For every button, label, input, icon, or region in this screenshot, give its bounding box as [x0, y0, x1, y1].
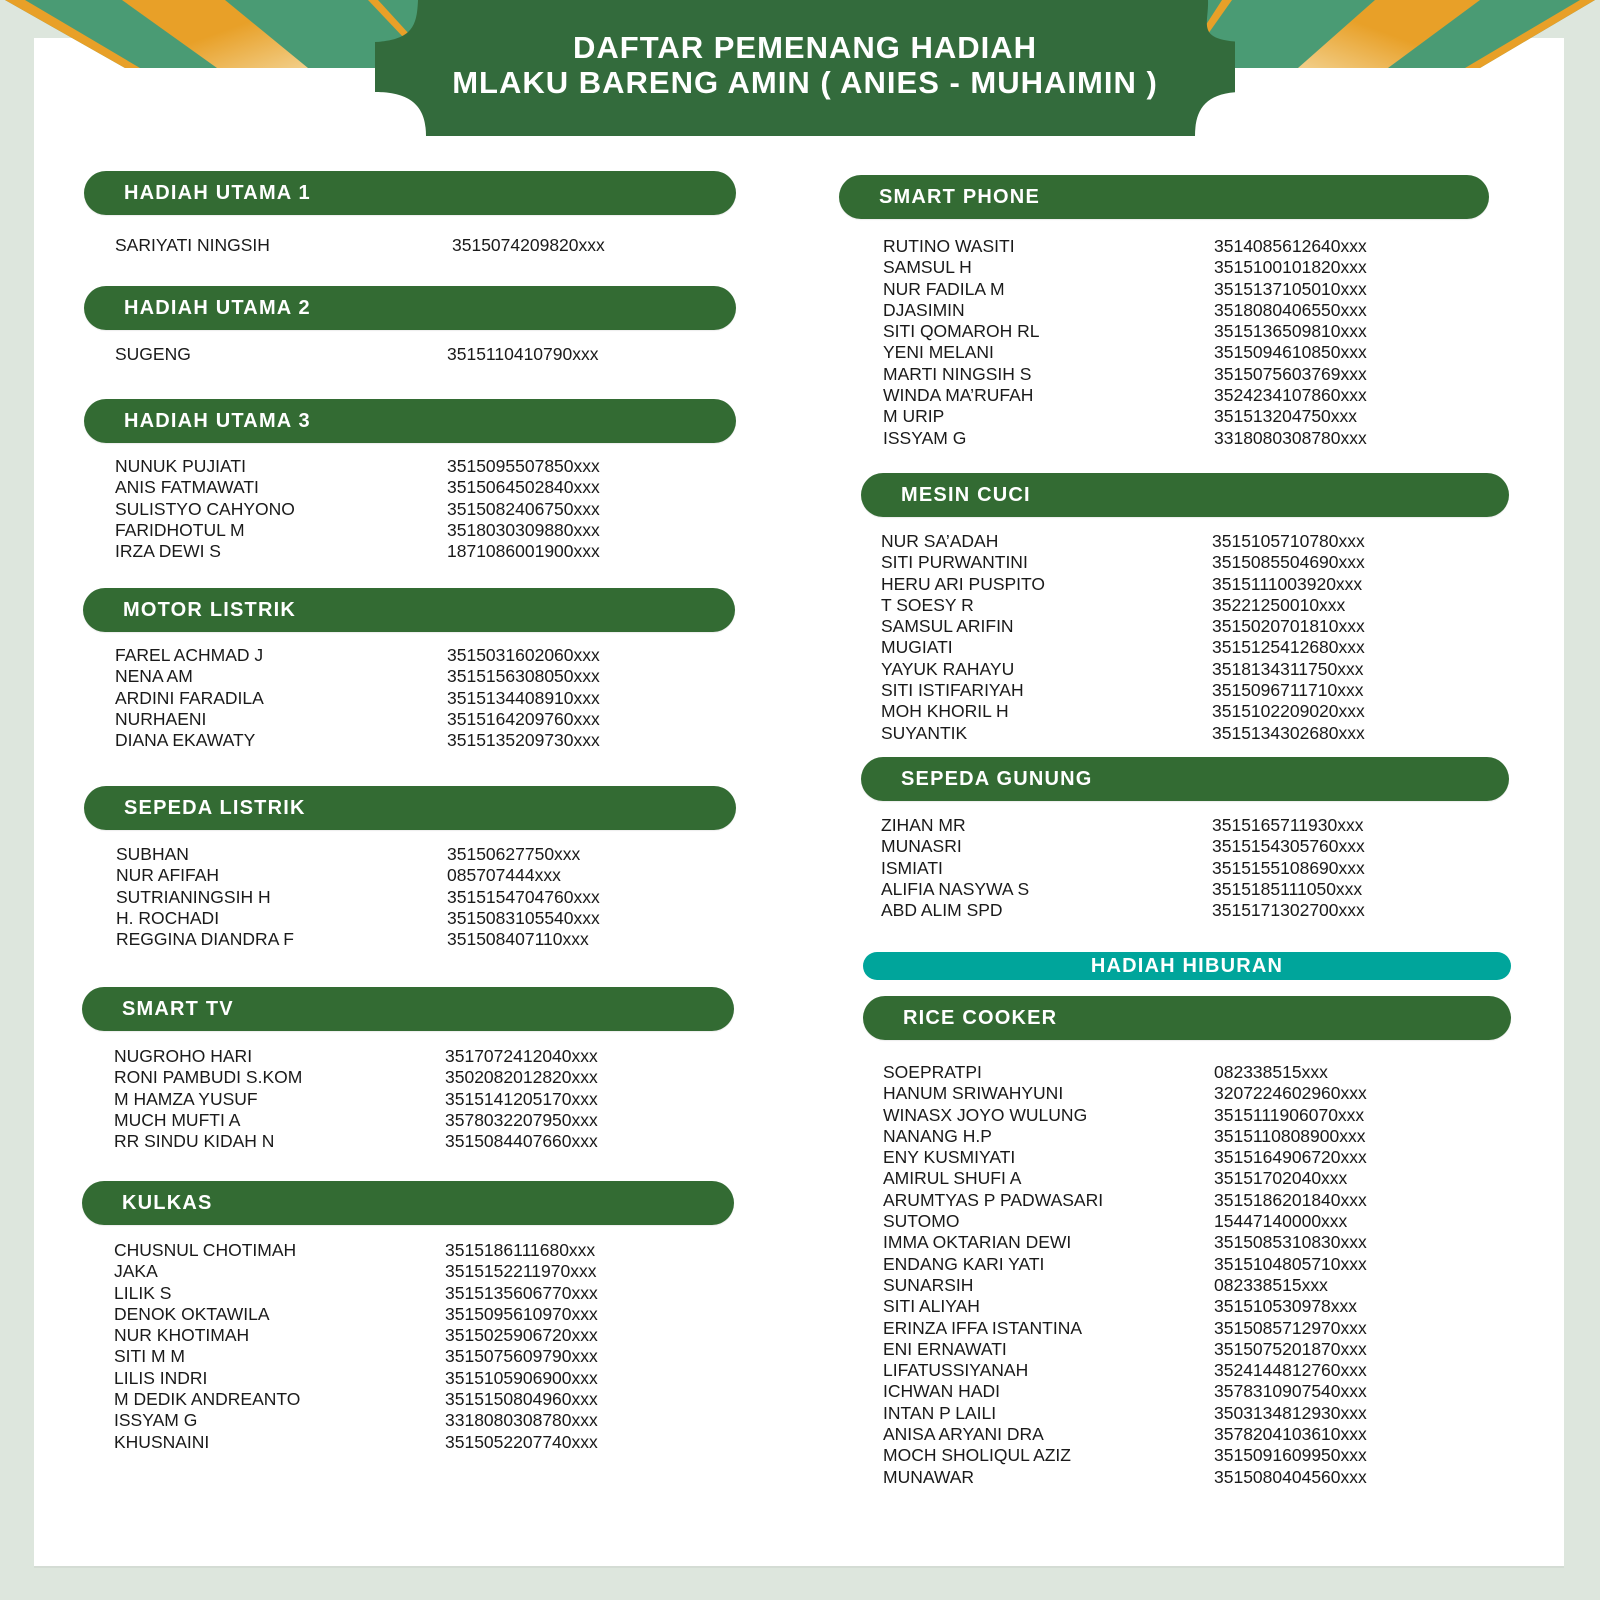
winner-row	[114, 1089, 714, 1110]
winner-row	[115, 520, 715, 541]
winner-nik: 3515091609950xxx	[1214, 1445, 1367, 1466]
winner-nik: 3515020701810xxx	[1212, 616, 1365, 637]
section-header-smart-tv: SMART TV	[82, 987, 734, 1031]
winner-nik: 3515105906900xxx	[445, 1367, 598, 1388]
winner-list-smart-tv	[114, 1046, 714, 1152]
winner-nik: 3515137105010xxx	[1214, 278, 1367, 299]
winner-nik: 35221250010xxx	[1212, 594, 1346, 615]
winner-nik: 082338515xxx	[1214, 1062, 1328, 1082]
winner-nik: 3515135209730xxx	[447, 730, 600, 751]
winner-row	[881, 637, 1481, 658]
winner-nik: 3515031602060xxx	[447, 645, 600, 665]
winner-name: RUTINO WASITI	[883, 236, 1015, 256]
winner-nik: 3515111906070xxx	[1214, 1104, 1365, 1125]
winner-name: MUNAWAR	[883, 1466, 975, 1487]
winner-name: SUNARSIH	[883, 1274, 974, 1295]
winner-nik: 3515085712970xxx	[1214, 1317, 1367, 1338]
winner-nik: 3503134812930xxx	[1214, 1402, 1367, 1423]
winner-name: CHUSNUL CHOTIMAH	[114, 1240, 297, 1260]
winner-row	[881, 680, 1481, 701]
winner-row	[114, 1110, 714, 1131]
winner-row	[115, 730, 715, 751]
winner-nik: 3515135606770xxx	[445, 1282, 598, 1303]
winner-name: KHUSNAINI	[114, 1431, 210, 1452]
winner-name: FARIDHOTUL M	[115, 519, 245, 540]
winner-name: IMMA OKTARIAN DEWI	[883, 1232, 1072, 1253]
winner-row	[114, 1067, 714, 1088]
winner-name: SAMSUL ARIFIN	[881, 616, 1014, 637]
winner-row	[115, 499, 715, 520]
winner-name: M URIP	[883, 406, 945, 427]
winner-nik: 3515084407660xxx	[445, 1131, 598, 1152]
winner-row	[881, 815, 1481, 836]
winner-name: JAKA	[114, 1261, 158, 1282]
winner-row	[883, 1381, 1483, 1402]
winner-row	[883, 279, 1483, 300]
winner-nik: 3515083105540xxx	[447, 907, 600, 928]
winner-row	[883, 1403, 1483, 1424]
winner-name: SITI PURWANTINI	[881, 552, 1028, 573]
winner-row	[114, 1432, 714, 1453]
winner-nik: 3515134302680xxx	[1212, 722, 1365, 743]
winner-nik: 3578310907540xxx	[1214, 1381, 1367, 1402]
section-header-rice-cooker: RICE COOKER	[863, 996, 1511, 1040]
winner-nik: 085707444xxx	[447, 865, 561, 886]
winner-name: SITI M M	[114, 1346, 185, 1367]
winner-name: ISSYAM G	[114, 1410, 198, 1431]
winner-name: SUBHAN	[116, 844, 189, 864]
winner-list-hadiah-utama-1	[115, 235, 715, 256]
section-header-hadiah-utama-1: HADIAH UTAMA 1	[84, 171, 736, 215]
winner-row	[114, 1346, 714, 1367]
winner-name: LILIS INDRI	[114, 1367, 208, 1388]
winner-list-smart-phone	[883, 236, 1483, 449]
winner-nik: 3515075603769xxx	[1214, 363, 1367, 384]
winner-row	[114, 1389, 714, 1410]
winner-name: WINASX JOYO WULUNG	[883, 1104, 1088, 1125]
winner-name: LIFATUSSIYANAH	[883, 1360, 1029, 1381]
winner-row	[881, 616, 1481, 637]
winner-row	[883, 1424, 1483, 1445]
winner-row	[883, 1232, 1483, 1253]
winner-nik: 3524144812760xxx	[1214, 1360, 1367, 1381]
winner-name: MOCH SHOLIQUL AZIZ	[883, 1445, 1071, 1466]
winner-nik: 082338515xxx	[1214, 1274, 1328, 1295]
winner-nik: 3515185111050xxx	[1212, 878, 1363, 899]
winner-name: LILIK S	[114, 1282, 172, 1303]
winner-row	[883, 1126, 1483, 1147]
winner-name: RR SINDU KIDAH N	[114, 1131, 275, 1152]
winner-nik: 3515111003920xxx	[1212, 573, 1363, 594]
winner-nik: 351513204750xxx	[1214, 406, 1358, 427]
winner-name: H. ROCHADI	[116, 907, 220, 928]
winner-row	[883, 1211, 1483, 1232]
winner-nik: 35150627750xxx	[447, 844, 581, 864]
title-line-1: DAFTAR PEMENANG HADIAH	[572, 30, 1038, 65]
winner-row	[883, 1360, 1483, 1381]
winner-nik: 3517072412040xxx	[445, 1046, 598, 1066]
winner-name: YAYUK RAHAYU	[881, 658, 1015, 679]
winner-nik: 3515096711710xxx	[1212, 680, 1364, 701]
winner-row	[883, 1083, 1483, 1104]
winner-nik: 3524234107860xxx	[1214, 385, 1367, 406]
section-header-motor-listrik: MOTOR LISTRIK	[83, 588, 735, 632]
winner-row	[883, 300, 1483, 321]
winner-nik: 3515025906720xxx	[445, 1325, 598, 1346]
winner-row	[116, 887, 716, 908]
winner-row	[883, 342, 1483, 363]
winner-name: ENDANG KARI YATI	[883, 1253, 1045, 1274]
winner-nik: 3515095507850xxx	[447, 456, 600, 476]
winner-name: SITI QOMAROH RL	[883, 321, 1040, 342]
winner-list-rice-cooker	[883, 1062, 1483, 1488]
title-line-2: MLAKU BARENG AMIN ( ANIES - MUHAIMIN )	[452, 65, 1158, 100]
winner-row	[114, 1046, 714, 1067]
winner-row	[115, 541, 715, 562]
winner-name: ISSYAM G	[883, 427, 967, 448]
winner-nik: 1871086001900xxx	[447, 541, 600, 562]
winner-nik: 3515095610970xxx	[445, 1303, 598, 1324]
winner-name: SITI ISTIFARIYAH	[881, 680, 1024, 701]
winner-row	[116, 929, 716, 950]
winner-nik: 351510530978xxx	[1214, 1296, 1358, 1317]
section-header-hadiah-utama-2: HADIAH UTAMA 2	[84, 286, 736, 330]
winner-row	[116, 844, 716, 865]
winner-row	[881, 701, 1481, 722]
winner-name: NUR SA’ADAH	[881, 531, 999, 551]
winner-name: ERINZA IFFA ISTANTINA	[883, 1317, 1083, 1338]
winner-name: REGGINA DIANDRA F	[116, 929, 294, 950]
winner-nik: 3515164209760xxx	[447, 708, 600, 729]
winner-row	[115, 235, 715, 256]
section-header-mesin-cuci: MESIN CUCI	[861, 473, 1509, 517]
winner-name: HANUM SRIWAHYUNI	[883, 1083, 1064, 1104]
winner-nik: 3502082012820xxx	[445, 1067, 598, 1088]
winner-name: ABD ALIM SPD	[881, 900, 1003, 921]
winner-name: DIANA EKAWATY	[115, 730, 256, 751]
decorative-stripes-left	[0, 0, 420, 68]
winner-nik: 3515150804960xxx	[445, 1389, 598, 1410]
winner-nik: 3515094610850xxx	[1214, 342, 1367, 363]
winner-row	[883, 236, 1483, 257]
winner-name: NANANG H.P	[883, 1125, 992, 1146]
winner-nik: 3515085504690xxx	[1212, 552, 1365, 573]
winner-row	[881, 900, 1481, 921]
winner-nik: 3515104805710xxx	[1214, 1253, 1367, 1274]
winner-row	[883, 1062, 1483, 1083]
winner-nik: 3515125412680xxx	[1212, 637, 1365, 658]
winner-name: YENI MELANI	[883, 342, 994, 363]
winner-row	[883, 1296, 1483, 1317]
winner-row	[114, 1368, 714, 1389]
section-header-kulkas: KULKAS	[82, 1181, 734, 1225]
winner-row	[116, 865, 716, 886]
winner-nik: 3515134408910xxx	[447, 687, 600, 708]
winner-row	[883, 1254, 1483, 1275]
winner-nik: 3515052207740xxx	[445, 1431, 598, 1452]
winner-row	[115, 666, 715, 687]
winner-row	[883, 257, 1483, 278]
winner-row	[883, 1105, 1483, 1126]
winner-nik: 3518134311750xxx	[1212, 658, 1364, 679]
winner-nik: 3515100101820xxx	[1214, 257, 1367, 278]
winner-name: NUR FADILA M	[883, 278, 1005, 299]
winner-name: NUGROHO HARI	[114, 1046, 253, 1066]
winner-name: RONI PAMBUDI S.KOM	[114, 1067, 303, 1088]
section-header-hadiah-utama-3: HADIAH UTAMA 3	[84, 399, 736, 443]
winner-nik: 3518080406550xxx	[1214, 299, 1367, 320]
winner-list-kulkas	[114, 1240, 714, 1453]
winner-row	[115, 645, 715, 666]
winner-list-hadiah-utama-2	[115, 344, 715, 365]
winner-nik: 3318080308780xxx	[445, 1410, 598, 1431]
page-title	[375, 30, 1235, 100]
winner-nik: 3515154305760xxx	[1212, 836, 1365, 857]
winner-name: M DEDIK ANDREANTO	[114, 1389, 301, 1410]
winner-row	[114, 1325, 714, 1346]
winner-row	[114, 1240, 714, 1261]
winner-name: ARUMTYAS P PADWASARI	[883, 1189, 1104, 1210]
title-banner	[375, 0, 1235, 136]
winner-row	[116, 908, 716, 929]
winner-name: NUR AFIFAH	[116, 865, 220, 886]
winner-row	[881, 659, 1481, 680]
winner-nik: 3318080308780xxx	[1214, 427, 1367, 448]
winner-nik: 3515152211970xxx	[445, 1261, 597, 1282]
winner-row	[881, 858, 1481, 879]
winner-row	[881, 552, 1481, 573]
winner-name: MUNASRI	[881, 836, 962, 857]
winner-name: ZIHAN MR	[881, 815, 966, 835]
winner-nik: 3515075201870xxx	[1214, 1338, 1367, 1359]
winner-nik: 3578204103610xxx	[1214, 1424, 1367, 1445]
winner-name: ENI ERNAWATI	[883, 1338, 1007, 1359]
winner-name: MOH KHORIL H	[881, 701, 1009, 722]
winner-name: NUNUK PUJIATI	[115, 456, 246, 476]
winner-name: SOEPRATPI	[883, 1062, 982, 1082]
winner-name: IRZA DEWI S	[115, 541, 221, 562]
winner-list-mesin-cuci	[881, 531, 1481, 744]
winner-row	[883, 321, 1483, 342]
winner-nik: 3515064502840xxx	[447, 477, 600, 498]
winner-name: ANISA ARYANI DRA	[883, 1424, 1044, 1445]
winner-name: T SOESY R	[881, 594, 974, 615]
winner-row	[883, 406, 1483, 427]
winner-row	[115, 709, 715, 730]
winner-nik: 3515085310830xxx	[1214, 1232, 1367, 1253]
winner-name: SUTRIANINGSIH H	[116, 886, 271, 907]
winner-name: SULISTYO CAHYONO	[115, 498, 295, 519]
winner-name: MARTI NINGSIH S	[883, 363, 1032, 384]
winner-nik: 15447140000xxx	[1214, 1211, 1348, 1232]
winner-list-sepeda-gunung	[881, 815, 1481, 921]
winner-nik: 3515074209820xxx	[452, 235, 605, 255]
winner-row	[114, 1131, 714, 1152]
winner-row	[114, 1283, 714, 1304]
winner-nik: 3515164906720xxx	[1214, 1147, 1367, 1168]
winner-list-motor-listrik	[115, 645, 715, 751]
winner-nik: 3207224602960xxx	[1214, 1083, 1367, 1104]
winner-row	[881, 879, 1481, 900]
winner-row	[115, 456, 715, 477]
winner-nik: 3515110410790xxx	[447, 344, 599, 364]
winner-nik: 3515156308050xxx	[447, 666, 600, 687]
winner-nik: 3515186111680xxx	[445, 1240, 596, 1260]
winner-name: M HAMZA YUSUF	[114, 1088, 258, 1109]
winner-row	[881, 531, 1481, 552]
winner-nik: 35151702040xxx	[1214, 1168, 1348, 1189]
winner-row	[115, 688, 715, 709]
section-header-hadiah-hiburan: HADIAH HIBURAN	[863, 952, 1511, 980]
winner-nik: 3518030309880xxx	[447, 519, 600, 540]
winner-name: ISMIATI	[881, 857, 943, 878]
section-header-sepeda-gunung: SEPEDA GUNUNG	[861, 757, 1509, 801]
winner-row	[114, 1410, 714, 1431]
winner-row	[883, 1339, 1483, 1360]
winner-name: SUTOMO	[883, 1211, 960, 1232]
winner-row	[883, 1318, 1483, 1339]
winner-name: ALIFIA NASYWA S	[881, 878, 1030, 899]
winner-name: NENA AM	[115, 666, 193, 687]
winner-row	[883, 428, 1483, 449]
winner-row	[115, 344, 715, 365]
winner-row	[883, 1168, 1483, 1189]
winner-nik: 3515082406750xxx	[447, 498, 600, 519]
winner-row	[114, 1304, 714, 1325]
decorative-stripes-right	[1180, 0, 1600, 68]
winner-name: ICHWAN HADI	[883, 1381, 1000, 1402]
winner-nik: 3515110808900xxx	[1214, 1125, 1366, 1146]
winner-list-sepeda-listrik	[116, 844, 716, 950]
winner-row	[881, 574, 1481, 595]
winner-row	[881, 836, 1481, 857]
winner-name: WINDA MA’RUFAH	[883, 385, 1034, 406]
winner-name: FAREL ACHMAD J	[115, 645, 264, 665]
winner-name: SUYANTIK	[881, 722, 968, 743]
winner-name: SUGENG	[115, 344, 191, 364]
winner-row	[881, 595, 1481, 616]
winner-name: HERU ARI PUSPITO	[881, 573, 1046, 594]
winner-nik: 3515102209020xxx	[1212, 701, 1365, 722]
winner-row	[883, 1467, 1483, 1488]
winner-nik: 3515141205170xxx	[445, 1088, 598, 1109]
winner-nik: 3515080404560xxx	[1214, 1466, 1367, 1487]
winner-nik: 3515154704760xxx	[447, 886, 600, 907]
winner-nik: 3514085612640xxx	[1214, 236, 1367, 256]
winner-row	[883, 1147, 1483, 1168]
winner-list-hadiah-utama-3	[115, 456, 715, 562]
winner-row	[883, 385, 1483, 406]
winner-nik: 351508407110xxx	[447, 929, 589, 950]
winner-row	[883, 1275, 1483, 1296]
winner-nik: 3515136509810xxx	[1214, 321, 1367, 342]
winner-name: DENOK OKTAWILA	[114, 1303, 270, 1324]
winner-row	[115, 477, 715, 498]
winner-row	[881, 723, 1481, 744]
winner-nik: 3515171302700xxx	[1212, 900, 1365, 921]
winner-name: SARIYATI NINGSIH	[115, 235, 270, 255]
winner-row	[114, 1261, 714, 1282]
winner-name: AMIRUL SHUFI A	[883, 1168, 1022, 1189]
winner-nik: 3578032207950xxx	[445, 1109, 598, 1130]
section-header-sepeda-listrik: SEPEDA LISTRIK	[84, 786, 736, 830]
section-header-smart-phone: SMART PHONE	[839, 175, 1489, 219]
winner-name: SITI ALIYAH	[883, 1296, 980, 1317]
winner-name: NUR KHOTIMAH	[114, 1325, 250, 1346]
winner-name: ARDINI FARADILA	[115, 687, 264, 708]
winner-name: SAMSUL H	[883, 257, 972, 278]
winner-nik: 3515165711930xxx	[1212, 815, 1364, 835]
winner-nik: 3515186201840xxx	[1214, 1189, 1367, 1210]
winner-nik: 3515105710780xxx	[1212, 531, 1365, 551]
winner-name: NURHAENI	[115, 708, 207, 729]
winner-name: ANIS FATMAWATI	[115, 477, 259, 498]
winner-nik: 3515155108690xxx	[1212, 857, 1365, 878]
winner-name: ENY KUSMIYATI	[883, 1147, 1016, 1168]
winner-name: MUCH MUFTI A	[114, 1109, 241, 1130]
winner-row	[883, 364, 1483, 385]
winner-name: INTAN P LAILI	[883, 1402, 997, 1423]
winner-name: MUGIATI	[881, 637, 953, 658]
winner-row	[883, 1190, 1483, 1211]
winner-row	[883, 1445, 1483, 1466]
winner-name: DJASIMIN	[883, 299, 965, 320]
winner-nik: 3515075609790xxx	[445, 1346, 598, 1367]
